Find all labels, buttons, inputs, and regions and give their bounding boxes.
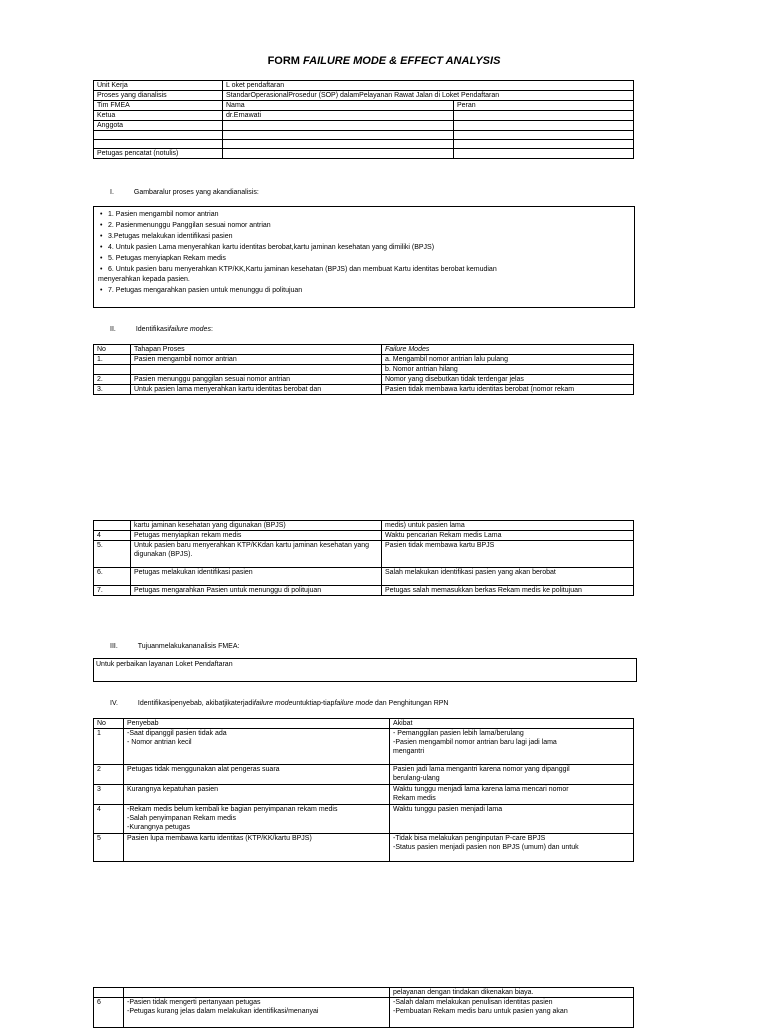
table-cell: Akibat [390,719,634,729]
table-cell [454,121,634,131]
table-cell: Pasien mengambil nomor antrian [131,355,382,365]
table-cell: 1. [94,355,131,365]
table-cell: L oket pendaftaran [223,81,634,91]
process-step: • 2. Pasienmenunggu Panggilan sesuai nomor antrian [94,220,634,231]
table-cell: 2. [94,375,131,385]
table-cell [223,140,454,149]
table-cell: Pasien tidak membawa kartu BPJS [382,541,634,568]
table-cell [223,121,454,131]
table-cell: Untuk pasien baru menyerahkan KTP/KKdan kartu jaminan kesehatan yang digunakan (BPJS). [131,541,382,568]
purpose-box: Untuk perbaikan layanan Loket Pendaftaran [93,658,637,682]
table-cell: -Saat dipanggil pasien tidak ada - Nomor antrian kecil [124,729,390,765]
table-row [94,834,634,862]
table-cell: 5. [94,541,131,568]
table-cell: Petugas mengarahkan Pasien untuk menunggu di politujuan [131,586,382,596]
table-cell [454,140,634,149]
table-cell: Salah melakukan identifikasi pasien yang akan berobat [382,568,634,586]
table-cell: Petugas melakukan identifikasi pasien [131,568,382,586]
table-header-row [94,719,634,729]
process-step: • 5. Petugas menyiapkan Rekam medis [94,253,634,264]
table-cell [94,365,131,375]
table-row [94,140,634,149]
table-cell: Waktu pencarian Rekam medis Lama [382,531,634,541]
table-row [94,375,634,385]
table-header-row [94,345,634,355]
table-cell: Pasien tidak membawa kartu identitas berobat (nomor rekam [382,385,634,395]
table-row [94,149,634,159]
table-cell: Pasien jadi lama mengantri karena nomor yang dipanggil berulang-ulang [390,765,634,785]
table-cell: Waktu tunggu pasien menjadi lama [390,805,634,834]
process-step: • 6. Untuk pasien baru menyerahkan KTP/KK,Kartu jaminan kesehatan (BPJS) dan membuat Kartu identitas berobat kemudian [94,264,634,275]
table-cell: Nama [223,101,454,111]
table-row [94,91,634,101]
table-cell: 6. [94,568,131,586]
process-step: • 1. Pasien mengambil nomor antrian [94,209,634,220]
table-cell: pelayanan dengan tindakan dikenakan biaya. [390,988,634,998]
table-cell: Proses yang dianalisis [94,91,223,101]
table-cell: 3 [94,785,124,805]
table-cell: - Pemanggilan pasien lebih lama/berulang -Pasien mengambil nomor antrian baru lagi jadi lama mengantri [390,729,634,765]
table-cell: dr.Ernawati [223,111,454,121]
table-cell: 4 [94,531,131,541]
table-cell: Petugas pencatat (notulis) [94,149,223,159]
table-cell: 4 [94,805,124,834]
table-row [94,586,634,596]
table-cell [223,149,454,159]
table-cell: Tahapan Proses [131,345,382,355]
document-title: FORM FAILURE MODE & EFFECT ANALYSIS [267,55,501,67]
table-row [94,988,634,998]
table-cell [131,365,382,375]
table-cell [124,988,390,998]
table-row [94,355,634,365]
table-cell [94,521,131,531]
table-cell: 6 [94,998,124,1028]
table-cell: Penyebab [124,719,390,729]
table-row [94,998,634,1028]
table-row [94,729,634,765]
table-cell [454,149,634,159]
table-cell: Waktu tunggu menjadi lama karena lama mencari nomor Rekam medis [390,785,634,805]
table-cell: 1 [94,729,124,765]
table-cell: Failure Modes [382,345,634,355]
section-3-heading: III. Tujuanmelakukananalisis FMEA: [110,643,240,650]
table-row [94,111,634,121]
table-cell: No [94,719,124,729]
table-cell [454,111,634,121]
table-cell: -Rekam medis belum kembali ke bagian penyimpanan rekam medis -Salah penyimpanan Rekam medis -Kurangnya petugas [124,805,390,834]
cause-effect-table-1 [93,718,634,862]
process-step: • 7. Petugas mengarahkan pasien untuk menunggu di politujuan [94,285,634,296]
table-cell: Tim FMEA [94,101,223,111]
table-row [94,81,634,91]
table-row [94,541,634,568]
table-cell: 3. [94,385,131,395]
table-cell: Pasien lupa membawa kartu identitas (KTP/KK/kartu BPJS) [124,834,390,862]
table-row [94,521,634,531]
table-row [94,385,634,395]
table-cell: -Pasien tidak mengerti pertanyaan petugas -Petugas kurang jelas dalam melakukan identifikasi/menanyai [124,998,390,1028]
table-cell: Nomor yang disebutkan tidak terdengar jelas [382,375,634,385]
table-cell: Pasien menunggu panggilan sesuai nomor antrian [131,375,382,385]
table-cell [454,131,634,140]
table-cell: Petugas tidak menggunakan alat pengeras suara [124,765,390,785]
table-cell [94,131,223,140]
table-row [94,131,634,140]
table-row [94,568,634,586]
table-row [94,785,634,805]
table-cell: Kurangnya kepatuhan pasien [124,785,390,805]
table-row [94,365,634,375]
failure-modes-table-2 [93,520,634,596]
table-cell: a. Mengambil nomor antrian lalu pulang [382,355,634,365]
table-cell: -Salah dalam melakukan penulisan identitas pasien -Pembuatan Rekam medis baru untuk pasien yang akan [390,998,634,1028]
table-cell: 5 [94,834,124,862]
table-cell: Untuk pasien lama menyerahkan kartu identitas berobat dan [131,385,382,395]
table-cell [94,140,223,149]
failure-modes-table-1 [93,344,634,395]
process-step: • 3.Petugas melakukan identifikasi pasien [94,231,634,242]
table-cell: 7. [94,586,131,596]
header-table [93,80,634,159]
table-cell: StandarOperasionalProsedur (SOP) dalamPelayanan Rawat Jalan di Loket Pendaftaran [223,91,634,101]
table-cell: b. Nomor antrian hilang [382,365,634,375]
process-step: menyerahkan kepada pasien. [98,276,190,283]
table-cell: Ketua [94,111,223,121]
table-cell: Unit Kerja [94,81,223,91]
section-1-heading: I. Gambaralur proses yang akandianalisis: [110,189,259,196]
process-steps-box [93,206,635,308]
process-step: • 4. Untuk pasien Lama menyerahkan kartu identitas berobat,kartu jaminan kesehatan yang dimiliki (BPJS) [94,242,634,253]
table-row [94,101,634,111]
section-4-heading: IV. Identifikasipenyebab, akibatjikaterjadifailure modeuntuktiap-tiapfailure mode dan Penghitungan RPN [110,700,449,707]
table-cell: -Tidak bisa melakukan penginputan P-care BPJS -Status pasien menjadi pasien non BPJS (umum) dan untuk [390,834,634,862]
table-cell: 2 [94,765,124,785]
section-2-heading: II. Identifikasifailure modes: [110,326,213,333]
table-cell [94,988,124,998]
table-row [94,121,634,131]
table-row [94,805,634,834]
table-cell: Petugas menyiapkan rekam medis [131,531,382,541]
table-cell: kartu jaminan kesehatan yang digunakan (BPJS) [131,521,382,531]
cause-effect-table-2 [93,987,634,1028]
table-cell: Peran [454,101,634,111]
table-cell: No [94,345,131,355]
table-row [94,531,634,541]
table-cell: Petugas salah memasukkan berkas Rekam medis ke politujuan [382,586,634,596]
table-cell: medis) untuk pasien lama [382,521,634,531]
table-cell: Anggota [94,121,223,131]
table-cell [223,131,454,140]
table-row [94,765,634,785]
